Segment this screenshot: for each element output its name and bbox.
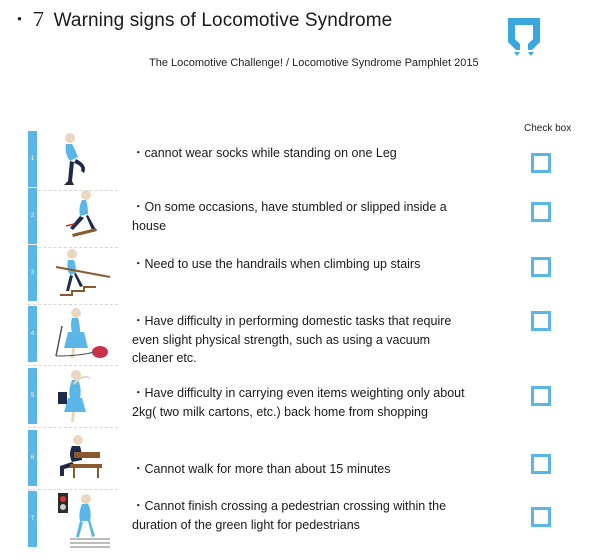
- checklist-checkbox-1[interactable]: [531, 153, 551, 173]
- checkbox-column-header: Check box: [524, 123, 572, 134]
- checklist-row-6: [28, 430, 598, 488]
- locomotive-challenge-logo-icon: [500, 12, 548, 60]
- checklist-row-5: [28, 368, 598, 426]
- checklist-item-text: ・On some occasions, have stumbled or slipped inside a house: [132, 200, 447, 233]
- vacuum-cleaner-icon: [50, 306, 114, 364]
- checklist-checkbox-5[interactable]: [531, 386, 551, 406]
- checklist-checkbox-4[interactable]: [531, 311, 551, 331]
- checklist-row-2: [28, 188, 598, 246]
- checklist-item-text: ・Cannot finish crossing a pedestrian crossing within the duration of the green light for pedestrians: [132, 499, 447, 532]
- page-title: ・７ Warning signs of Locomotive Syndrome: [10, 10, 393, 31]
- stairs-handrail-icon: [50, 245, 114, 303]
- checklist-item-text: ・cannot wear socks while standing on one Leg: [132, 146, 397, 160]
- checklist-row-1: [28, 131, 598, 189]
- checklist-row-3: [28, 245, 598, 303]
- checklist-checkbox-3[interactable]: [531, 257, 551, 277]
- checklist-checkbox-6[interactable]: [531, 454, 551, 474]
- row-number: 4: [28, 306, 37, 362]
- row-number: 3: [28, 245, 37, 301]
- stumbling-icon: [50, 188, 114, 246]
- checklist-checkbox-2[interactable]: [531, 202, 551, 222]
- pedestrian-crossing-icon: [50, 491, 114, 549]
- row-number: 1: [28, 131, 37, 187]
- checklist-checkbox-7[interactable]: [531, 507, 551, 527]
- checklist-row-7: [28, 491, 598, 549]
- checklist-item-text: ・Have difficulty in carrying even items weighting only about 2kg( two milk cartons, etc.) back home from shopping: [132, 386, 465, 419]
- row-number: 6: [28, 430, 37, 486]
- row-number: 2: [28, 188, 37, 244]
- checklist-item-text: ・Have difficulty in performing domestic tasks that require even slight physical strength, such as using a vacuum cleaner etc.: [132, 314, 452, 365]
- checklist-item-text: ・Cannot walk for more than about 15 minutes: [132, 462, 391, 476]
- row-number: 7: [28, 491, 37, 547]
- page-subtitle: The Locomotive Challenge! / Locomotive Syndrome Pamphlet 2015: [149, 57, 479, 69]
- checklist-row-4: [28, 306, 598, 364]
- row-number: 5: [28, 368, 37, 424]
- carrying-bag-icon: [50, 368, 114, 426]
- checklist-item-text: ・Need to use the handrails when climbing up stairs: [132, 257, 421, 271]
- bench-rest-icon: [50, 430, 114, 488]
- standing-one-leg-icon: [50, 131, 114, 189]
